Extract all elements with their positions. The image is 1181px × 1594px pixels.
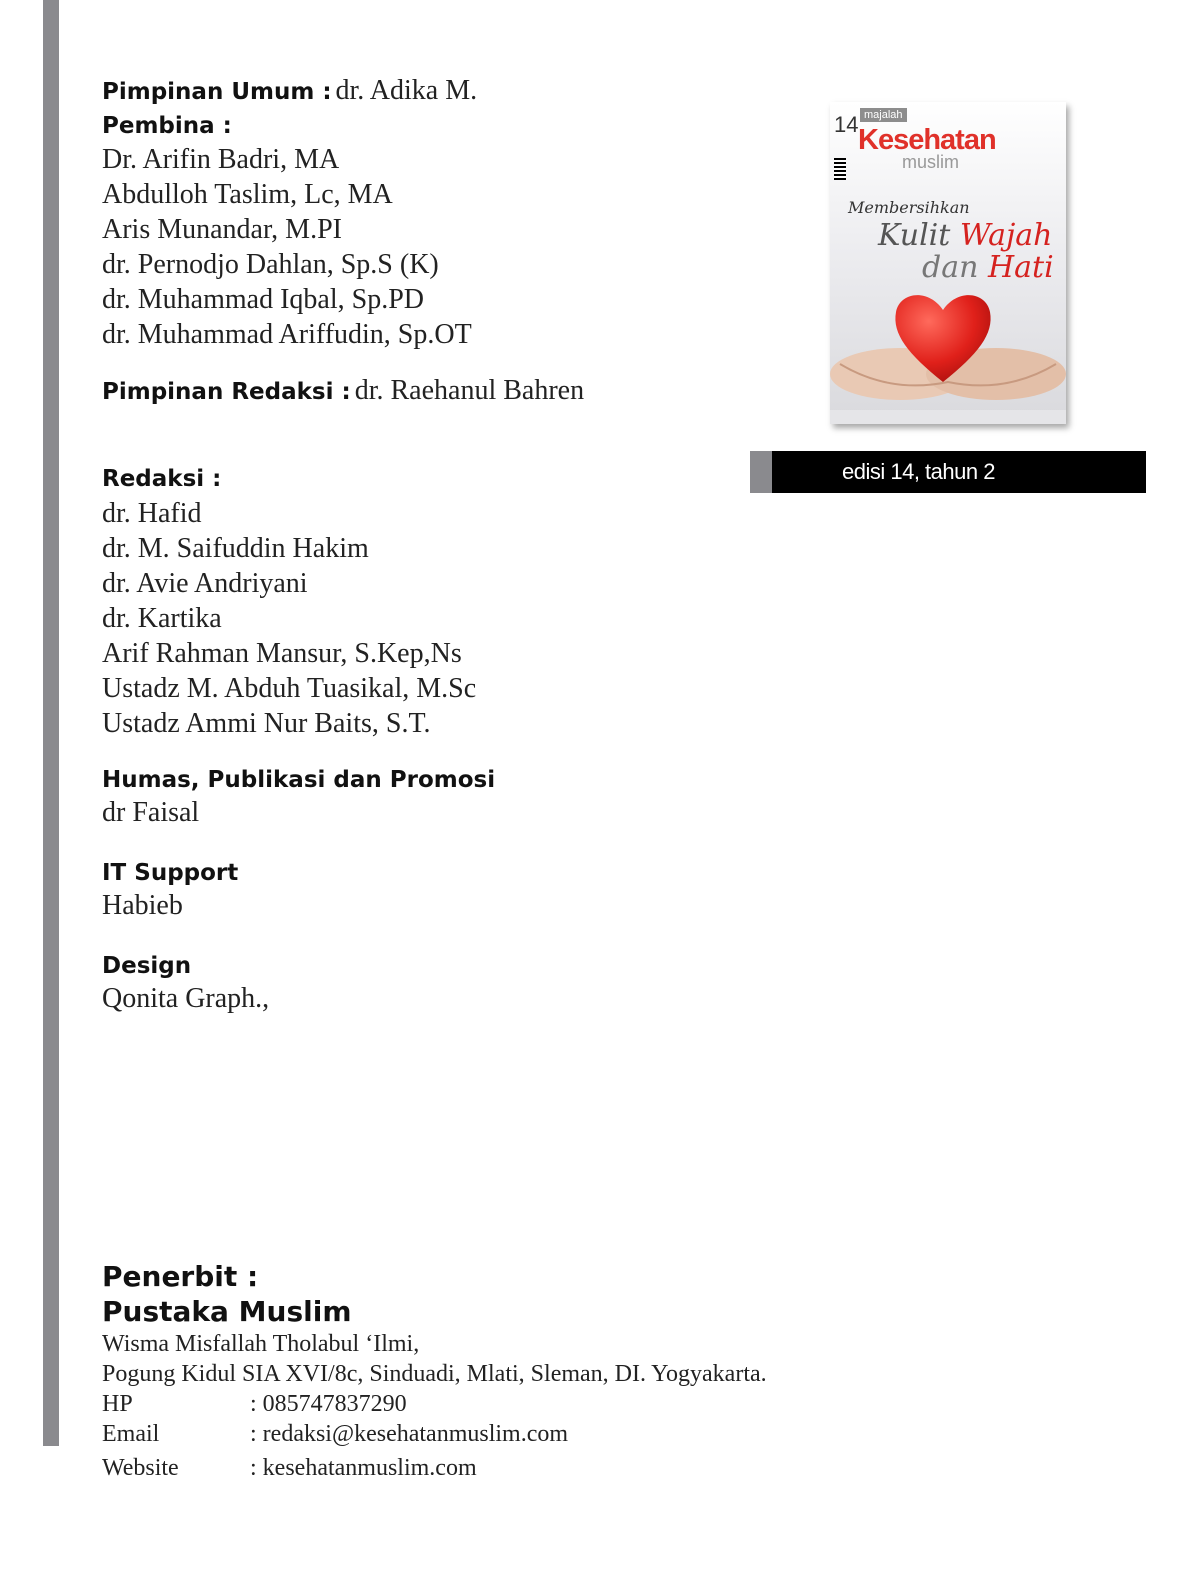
pembina-name: Aris Munandar, M.PI: [102, 214, 342, 245]
humas-block: [102, 765, 495, 830]
contact-value: : redaksi@kesehatanmuslim.com: [250, 1421, 569, 1447]
publisher-label: Penerbit :: [102, 1260, 259, 1293]
contact-value: : kesehatanmuslim.com: [250, 1455, 477, 1481]
cover-issue-number: 14: [834, 112, 859, 137]
barcode-icon: [834, 158, 846, 180]
redaksi-name: Ustadz Ammi Nur Baits, S.T.: [102, 708, 431, 739]
redaksi-name: dr. Hafid: [102, 498, 202, 529]
cover-headline-3a: dan: [922, 250, 979, 285]
publisher-address-2: Pogung Kidul SIA XVI/8c, Sinduadi, Mlati, Sleman, DI. Yogyakarta.: [102, 1361, 767, 1387]
cover-headline-3: [922, 250, 1054, 285]
design-block: [102, 951, 269, 1016]
redaksi-name: Arif Rahman Mansur, S.Kep,Ns: [102, 638, 462, 669]
contact-row-website: [102, 1453, 767, 1483]
pembina-name: dr. Muhammad Ariffudin, Sp.OT: [102, 319, 472, 350]
it-support-value: Habieb: [102, 890, 183, 921]
cover-headline-2a: Kulit: [878, 218, 951, 253]
left-sidebar-bar: [43, 0, 59, 1446]
redaksi-block: [102, 464, 476, 741]
pimpinan-redaksi-value: dr. Raehanul Bahren: [354, 375, 585, 406]
humas-value: dr Faisal: [102, 797, 200, 828]
cover-footer-strip: [830, 410, 1066, 424]
publisher-block: [102, 1259, 767, 1483]
pimpinan-redaksi-block: [102, 374, 584, 412]
redaksi-name: Ustadz M. Abduh Tuasikal, M.Sc: [102, 673, 477, 704]
pembina-list: [102, 142, 477, 352]
pembina-name: dr. Muhammad Iqbal, Sp.PD: [102, 284, 424, 315]
cover-headline-2b: Wajah: [959, 218, 1053, 253]
cover-headline-2: [878, 218, 1053, 253]
pimpinan-redaksi-label: Pimpinan Redaksi :: [102, 379, 351, 405]
redaksi-list: [102, 496, 476, 741]
pimpinan-umum-label: Pimpinan Umum :: [102, 79, 332, 105]
cover-title: Kesehatan: [858, 124, 996, 156]
redaksi-label: Redaksi :: [102, 466, 222, 492]
design-label: Design: [102, 953, 192, 979]
contact-row-hp: [102, 1389, 767, 1419]
pimpinan-umum-value: dr. Adika M.: [335, 75, 478, 106]
pembina-name: dr. Pernodjo Dahlan, Sp.S (K): [102, 249, 439, 280]
redaksi-name: dr. M. Saifuddin Hakim: [102, 533, 369, 564]
contact-row-email: [102, 1419, 767, 1449]
heart-icon: [888, 282, 998, 392]
publisher-name: Pustaka Muslim: [102, 1295, 352, 1328]
redaksi-name: dr. Avie Andriyani: [102, 568, 308, 599]
cover-subtitle: muslim: [902, 152, 959, 172]
magazine-cover-image: [830, 102, 1066, 424]
edition-bar-accent: [750, 451, 772, 493]
contact-key: Email: [102, 1421, 160, 1447]
edition-bar: [750, 451, 1146, 493]
design-value: Qonita Graph.,: [102, 983, 270, 1014]
publisher-address-1: Wisma Misfallah Tholabul ‘Ilmi,: [102, 1331, 420, 1357]
pembina-name: Abdulloh Taslim, Lc, MA: [102, 179, 393, 210]
it-support-block: [102, 858, 238, 923]
pembina-name: Dr. Arifin Badri, MA: [102, 144, 340, 175]
cover-tag: majalah: [860, 108, 907, 122]
pembina-label: Pembina :: [102, 113, 232, 139]
contact-key: HP: [102, 1391, 133, 1417]
edition-text: edisi 14, tahun 2: [842, 459, 995, 484]
pimpinan-umum-block: [102, 74, 477, 352]
humas-label: Humas, Publikasi dan Promosi: [102, 767, 496, 793]
it-support-label: IT Support: [102, 860, 239, 886]
redaksi-name: dr. Kartika: [102, 603, 222, 634]
cover-headline-3b: Hati: [987, 250, 1054, 285]
contact-key: Website: [102, 1455, 179, 1481]
contact-value: : 085747837290: [250, 1391, 407, 1417]
cover-headline-1: Membersihkan: [848, 198, 970, 217]
